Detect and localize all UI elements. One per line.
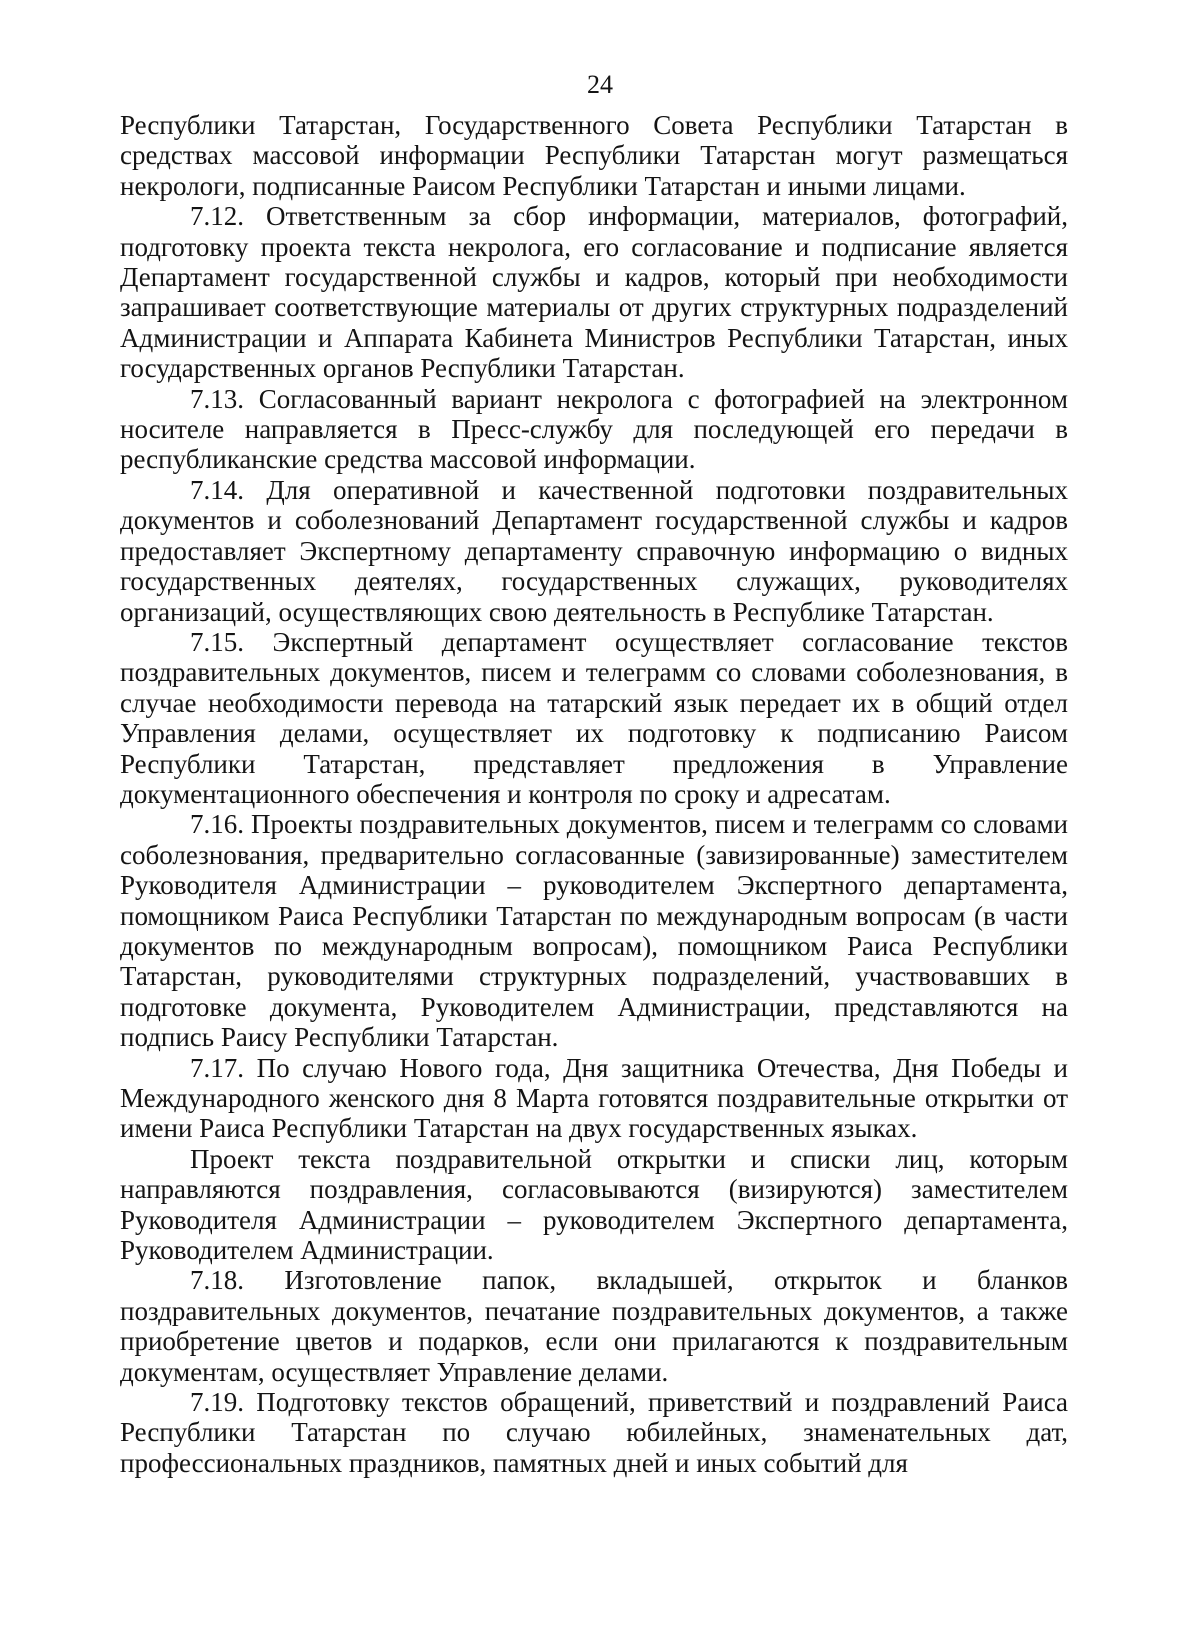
paragraph-7-13: 7.13. Согласованный вариант некролога с фотографией на электронном носителе направляется в Пресс-службу для последующей его передачи в республиканские средства массовой информации. <box>120 383 1068 475</box>
page-number: 24 <box>587 70 613 99</box>
paragraph-7-14: 7.14. Для оперативной и качественной подготовки поздравительных документов и соболезнований Департамент государственной службы и кадров предоставляет Экспертному департаменту справочную информацию о видных государственных деятелях, государственных служащих, руководителях организаций, осуществляющих свою деятельность в Республике Татарстан. <box>120 474 1068 627</box>
paragraph-7-15: 7.15. Экспертный департамент осуществляет согласование текстов поздравительных документов, писем и телеграмм со словами соболезнования, в случае необходимости перевода на татарский язык передает их в общий отдел Управления делами, осуществляет их подготовку к подписанию Раисом Республики Татарстан, представляет предложения в Управление документационного обеспечения и контроля по сроку и адресатам. <box>120 626 1068 809</box>
paragraph-7-16: 7.16. Проекты поздравительных документов, писем и телеграмм со словами соболезнования, предварительно согласованные (завизированные) заместителем Руководителя Администрации – руководителем Экспертного департамента, помощником Раиса Республики Татарстан по международным вопросам (в части документов по международным вопросам), помощником Раиса Республики Татарстан, руководителями структурных подразделений, участвовавших в подготовке документа, Руководителем Администрации, представляются на подпись Раису Республики Татарстан. <box>120 809 1068 1053</box>
paragraph-7-17-postcard: Проект текста поздравительной открытки и списки лиц, которым направляются поздравления, согласовываются (визируются) заместителем Руководителя Администрации – руководителем Экспертного департамента, Руководителем Администрации. <box>120 1143 1068 1266</box>
paragraph-7-17: 7.17. По случаю Нового года, Дня защитника Отечества, Дня Победы и Международного женского дня 8 Марта готовятся поздравительные открытки от имени Раиса Республики Татарстан на двух государственных языках. <box>120 1052 1068 1144</box>
paragraph-7-12: 7.12. Ответственным за сбор информации, материалов, фотографий, подготовку проекта текста некролога, его согласование и подписание является Департамент государственной службы и кадров, который при необходимости запрашивает соответствующие материалы от других структурных подразделений Администрации и Аппарата Кабинета Министров Республики Татарстан, иных государственных органов Республики Татарстан. <box>120 201 1068 384</box>
paragraph-7-18: 7.18. Изготовление папок, вкладышей, открыток и бланков поздравительных документов, печатание поздравительных документов, а также приобретение цветов и подарков, если они прилагаются к поздравительным документам, осуществляет Управление делами. <box>120 1265 1068 1387</box>
paragraph-7-19: 7.19. Подготовку текстов обращений, приветствий и поздравлений Раиса Республики Татарстан по случаю юбилейных, знаменательных дат, профессиональных праздников, памятных дней и иных событий для <box>120 1387 1068 1478</box>
paragraph-continuation: Республики Татарстан, Государственного Совета Республики Татарстан в средствах массовой информации Республики Татарстан могут размещаться некрологи, подписанные Раисом Республики Татарстан и иными лицами. <box>120 110 1068 201</box>
document-body <box>120 110 1068 1478</box>
